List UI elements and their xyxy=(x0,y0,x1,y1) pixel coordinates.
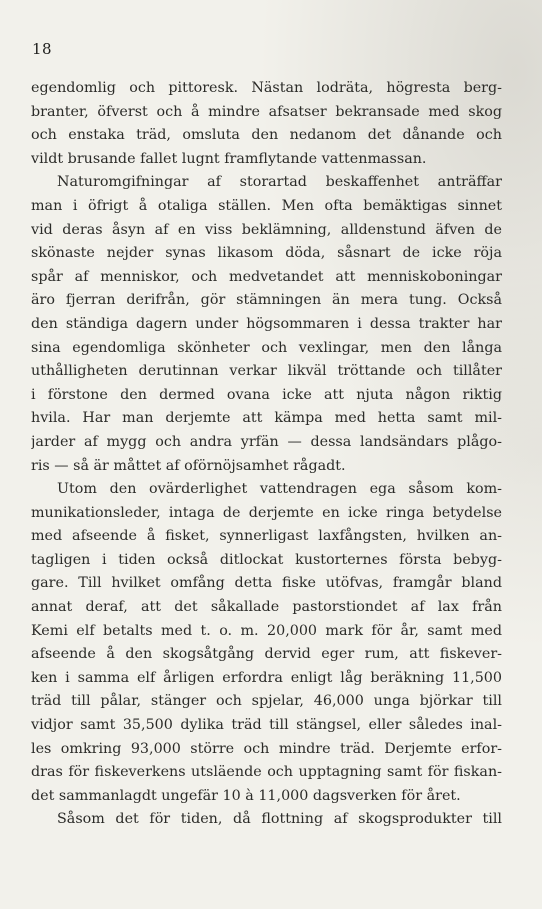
text-line: vildt brusande fallet lugnt framflytande vattenmassan. xyxy=(31,150,427,167)
text-line: hvila. Har man derjemte att kämpa med hetta samt mil- xyxy=(31,410,502,427)
text-line: vid deras åsyn af en viss beklämning, alldenstund äfven de xyxy=(31,221,502,238)
text-line: afseende å den skogsåtgång dervid eger rum, att fiskever- xyxy=(31,646,502,663)
text-line: munikationsleder, intaga de derjemte en icke ringa betydelse xyxy=(31,504,502,521)
text-line: träd till pålar, stänger och spjelar, 46,000 unga björkar till xyxy=(31,693,502,710)
text-line: Kemi elf betalts med t. o. m. 20,000 mark för år, samt med xyxy=(31,622,502,639)
text-line: det sammanlagdt ungefär 10 à 11,000 dagsverken för året. xyxy=(31,787,461,804)
text-line: ken i samma elf årligen erfordra enligt låg beräkning 11,500 xyxy=(31,669,502,686)
text-line: branter, öfverst och å mindre afsatser bekransade med skog xyxy=(31,103,502,120)
text-line: jarder af mygg och andra yrfän — dessa landsändars plågo- xyxy=(31,433,502,450)
text-line: Utom den ovärderlighet vattendragen ega såsom kom- xyxy=(57,481,502,498)
text-line: och enstaka träd, omsluta den nedanom det dånande och xyxy=(31,127,502,144)
text-line: spår af menniskor, och medvetandet att menniskoboningar xyxy=(31,268,502,285)
text-line: annat deraf, att det såkallade pastorstiondet af lax från xyxy=(31,599,502,616)
text-line: Naturomgifningar af storartad beskaffenhet anträffar xyxy=(57,174,502,191)
page-number: 18 xyxy=(32,40,53,58)
text-line: vidjor samt 35,500 dylika träd till stängsel, eller således inal- xyxy=(31,717,502,734)
text-line: sina egendomliga skönheter och vexlingar, men den långa xyxy=(31,339,502,356)
text-line: les omkring 93,000 större och mindre träd. Derjemte erfor- xyxy=(31,740,502,757)
text-line: äro fjerran derifrån, gör stämningen än mera tung. Också xyxy=(31,292,502,309)
text-line: gare. Till hvilket omfång detta fiske utöfvas, framgår bland xyxy=(31,575,502,592)
text-line: skönaste nejder synas likasom döda, såsnart de icke röja xyxy=(31,245,502,262)
text-line: uthålligheten derutinnan verkar likväl tröttande och tillåter xyxy=(31,363,502,380)
text-line: i förstone den dermed ovana icke att njuta någon riktig xyxy=(31,386,502,403)
text-line: tagligen i tiden också ditlockat kustorternes första bebyg- xyxy=(31,551,502,568)
text-line: ris — så är måttet af oförnöjsamhet rågadt. xyxy=(31,457,346,474)
text-line: med afseende å fisket, synnerligast laxfångsten, hvilken an- xyxy=(31,528,502,545)
text-line: egendomlig och pittoresk. Nästan lodräta, högresta berg- xyxy=(31,80,502,96)
text-line: Såsom det för tiden, då flottning af skogsprodukter till xyxy=(57,811,502,828)
text-line: den ständiga dagern under högsommaren i dessa trakter har xyxy=(31,315,502,332)
text-line: dras för fiskeverkens utsläende och upptagning samt för fiskan- xyxy=(31,764,502,781)
body-text xyxy=(31,77,502,832)
text-line: man i öfrigt å otaliga ställen. Men ofta bemäktigas sinnet xyxy=(31,197,502,214)
